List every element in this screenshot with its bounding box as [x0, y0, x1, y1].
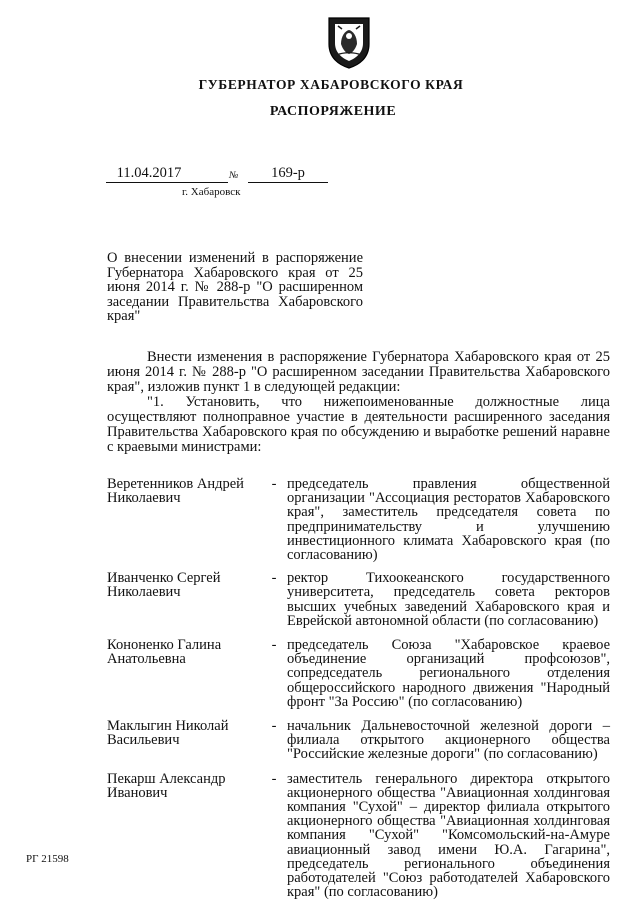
document-body — [107, 350, 610, 455]
issue-city: г. Хабаровск — [182, 186, 241, 198]
person-entry — [107, 571, 610, 628]
person-dash: - — [271, 637, 277, 654]
person-name: Маклыгин Николай Васильевич — [107, 718, 229, 749]
coat-of-arms-icon — [326, 14, 372, 70]
number-sign-label: № — [229, 170, 239, 181]
person-position: начальник Дальневосточной железной дороги – филиала открытого акционерного общества "Российские железные дороги" (по согласованию) — [287, 718, 610, 763]
person-entry — [107, 719, 610, 762]
registration-number: 169-р — [248, 165, 328, 183]
person-name: Кононенко Галина Анатольевна — [107, 637, 222, 668]
document-subject: О внесении изменений в распоряжение Губернатора Хабаровского края от 25 июня 2014 г. № 288-р "О расширенном заседании Правительства Хабаровского края" — [107, 250, 363, 324]
person-position: председатель Союза "Хабаровское краевое объединение организаций профсоюзов", сопредседатель регионального отделения общероссийского народного движения "Народный фронт "За Россию" (по согласованию) — [287, 637, 610, 710]
person-position: председатель правления общественной организации "Ассоциация ресторатов Хабаровского края", заместитель председателя совета по предпринимательству и улучшению инвестиционного климата Хабаровского края (по согласованию) — [287, 476, 610, 564]
person-dash: - — [271, 718, 277, 735]
body-paragraph: "1. Установить, что нижепоименованные должностные лица осуществляют полноправное участие в деятельности расширенного заседания Правительства Хабаровского края по обсуждению и выработке решений наравне с краевыми министрами: — [107, 394, 610, 455]
body-paragraph: Внести изменения в распоряжение Губернатора Хабаровского края от 25 июня 2014 г. № 288-р "О расширенном заседании Правительства Хабаровского края", изложив пункт 1 в следующей редакции: — [107, 349, 610, 395]
issuing-authority-title: ГУБЕРНАТОР ХАБАРОВСКОГО КРАЯ — [198, 77, 464, 92]
person-position: ректор Тихоокеанского государственного университета, председатель совета ректоров высших учебных заведений Хабаровского края и Еврейской автономной области (по согласованию) — [287, 570, 610, 629]
person-entry — [107, 772, 610, 900]
person-dash: - — [271, 476, 277, 492]
person-position: заместитель генерального директора открытого акционерного общества "Авиационная холдинговая компания "Сухой" – директор филиала открытого акционерного общества "Авиационная холдинговая компания "Сухой" "Комсомольский-на-Амуре авиационный завод имени Ю.А. Гагарина", председатель регионального объединения работодателей "Союз работодателей Хабаровского края" (по согласованию) — [287, 770, 610, 901]
registration-date: 11.04.2017 — [106, 165, 192, 183]
date-underline-divider — [192, 182, 228, 183]
document-type-title: РАСПОРЯЖЕНИЕ — [269, 104, 397, 119]
persons-list — [107, 477, 610, 899]
person-dash: - — [271, 570, 277, 587]
person-name: Иванченко Сергей Николаевич — [107, 570, 221, 601]
person-dash: - — [271, 770, 277, 787]
person-entry — [107, 638, 610, 709]
person-name: Веретенников Андрей Николаевич — [107, 476, 244, 507]
person-entry — [107, 477, 610, 562]
document-code: РГ 21598 — [26, 853, 69, 865]
person-name: Пекарш Александр Иванович — [107, 770, 226, 801]
